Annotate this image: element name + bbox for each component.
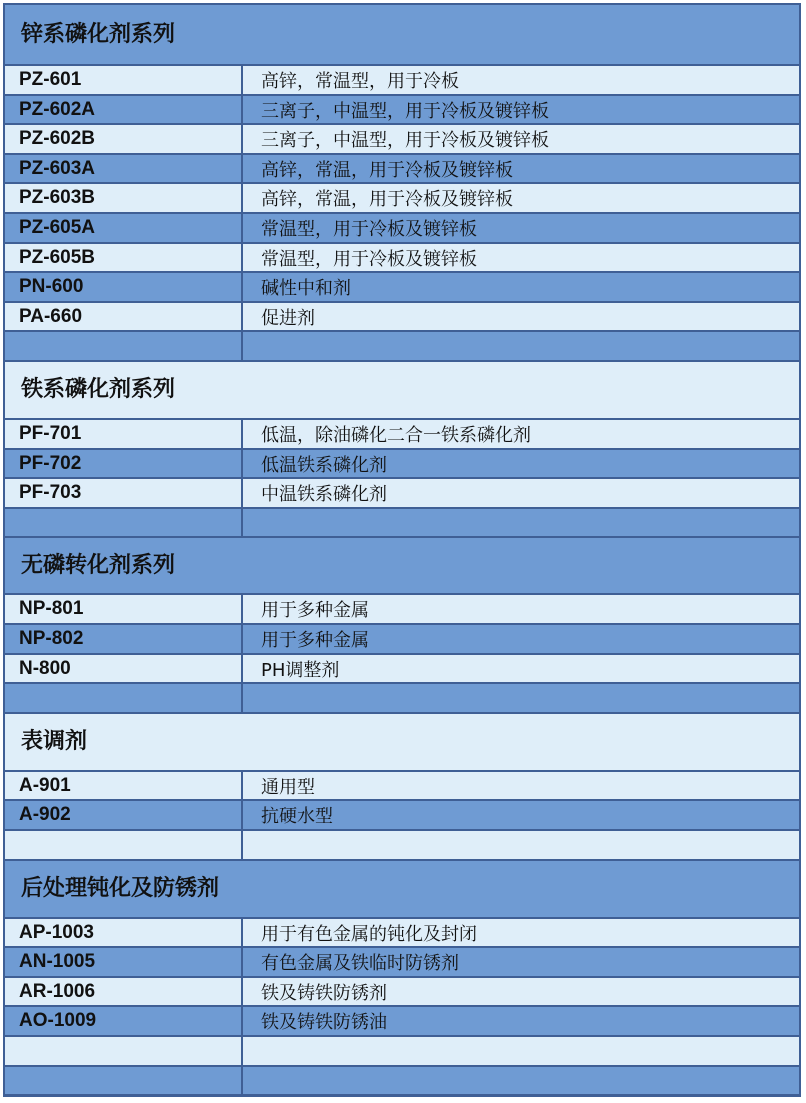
product-code: AR-1006 (5, 978, 243, 1005)
section-header: 铁系磷化剂系列 (5, 362, 799, 420)
table-row (5, 96, 799, 125)
section-header: 锌系磷化剂系列 (5, 5, 799, 66)
product-description (243, 1067, 799, 1094)
product-description: 抗硬水型 (261, 806, 333, 827)
table-row (5, 420, 799, 450)
product-description: 高锌，常温型，用于冷板 (261, 71, 459, 92)
table-row (5, 772, 799, 801)
product-code: PZ-601 (5, 66, 243, 94)
product-description: 高锌，常温，用于冷板及镀锌板 (261, 159, 513, 181)
table-row (5, 479, 799, 509)
product-description: 低温铁系磷化剂 (261, 454, 387, 476)
product-code: AO-1009 (5, 1007, 243, 1035)
product-description (243, 831, 799, 859)
product-code (5, 684, 243, 712)
product-table (3, 3, 801, 1097)
product-code: PZ-602A (5, 96, 243, 123)
product-description: 用于多种金属 (261, 630, 369, 651)
product-description: 中温铁系磷化剂 (261, 484, 387, 505)
product-description: 常温型，用于冷板及镀锌板 (261, 248, 477, 270)
product-code: PZ-605A (5, 214, 243, 242)
table-row (5, 273, 799, 303)
product-description: 铁及铸铁防锈剂 (261, 982, 387, 1004)
product-code: PZ-603B (5, 184, 243, 212)
product-description: 三离子，中温型，用于冷板及镀锌板 (261, 130, 549, 151)
product-code: NP-802 (5, 625, 243, 653)
table-row (5, 655, 799, 684)
product-code: PA-660 (5, 303, 243, 330)
product-code (5, 1067, 243, 1094)
product-code (5, 831, 243, 859)
product-code: N-800 (5, 655, 243, 682)
product-code: A-901 (5, 772, 243, 799)
product-description: 常温型，用于冷板及镀锌板 (261, 219, 477, 240)
product-code: PZ-603A (5, 155, 243, 182)
table-row (5, 801, 799, 831)
product-description: 三离子，中温型，用于冷板及镀锌板 (261, 100, 549, 122)
product-code: PF-703 (5, 479, 243, 507)
table-row (5, 1007, 799, 1037)
product-description (243, 332, 799, 360)
product-description: 通用型 (261, 776, 315, 798)
section-header: 后处理钝化及防锈剂 (5, 861, 799, 919)
product-code: PF-702 (5, 450, 243, 477)
table-row (5, 155, 799, 184)
table-row (5, 303, 799, 332)
table-row (5, 948, 799, 978)
table-row (5, 1037, 799, 1067)
product-description (243, 509, 799, 536)
table-row (5, 625, 799, 655)
section-header: 表调剂 (5, 714, 799, 772)
table-row (5, 332, 799, 362)
table-row (5, 595, 799, 625)
table-row (5, 66, 799, 96)
product-description: 促进剂 (261, 307, 315, 329)
product-description: 铁及铸铁防锈油 (261, 1012, 387, 1033)
table-row (5, 684, 799, 714)
product-code: PZ-605B (5, 244, 243, 271)
table-row (5, 1067, 799, 1096)
table-row (5, 919, 799, 948)
product-code (5, 509, 243, 536)
product-code: PF-701 (5, 420, 243, 448)
product-code (5, 1037, 243, 1065)
product-description: PH调整剂 (261, 659, 340, 681)
product-description (243, 684, 799, 712)
product-code: PZ-602B (5, 125, 243, 153)
product-description: 碱性中和剂 (261, 278, 351, 299)
product-description: 低温，除油磷化二合一铁系磷化剂 (261, 425, 531, 446)
product-code (5, 332, 243, 360)
table-row (5, 978, 799, 1007)
product-description (243, 1037, 799, 1065)
table-row (5, 244, 799, 273)
product-code: PN-600 (5, 273, 243, 301)
table-row (5, 450, 799, 479)
table-row (5, 831, 799, 861)
product-code: AP-1003 (5, 919, 243, 946)
section-header: 无磷转化剂系列 (5, 538, 799, 595)
product-description: 用于有色金属的钝化及封闭 (261, 923, 477, 945)
product-description: 用于多种金属 (261, 600, 369, 621)
product-code: AN-1005 (5, 948, 243, 976)
product-code: A-902 (5, 801, 243, 829)
table-row (5, 214, 799, 244)
product-description: 有色金属及铁临时防锈剂 (261, 953, 459, 974)
product-description: 高锌，常温，用于冷板及镀锌板 (261, 189, 513, 210)
table-row (5, 125, 799, 155)
table-row (5, 509, 799, 538)
product-code: NP-801 (5, 595, 243, 623)
table-row (5, 184, 799, 214)
